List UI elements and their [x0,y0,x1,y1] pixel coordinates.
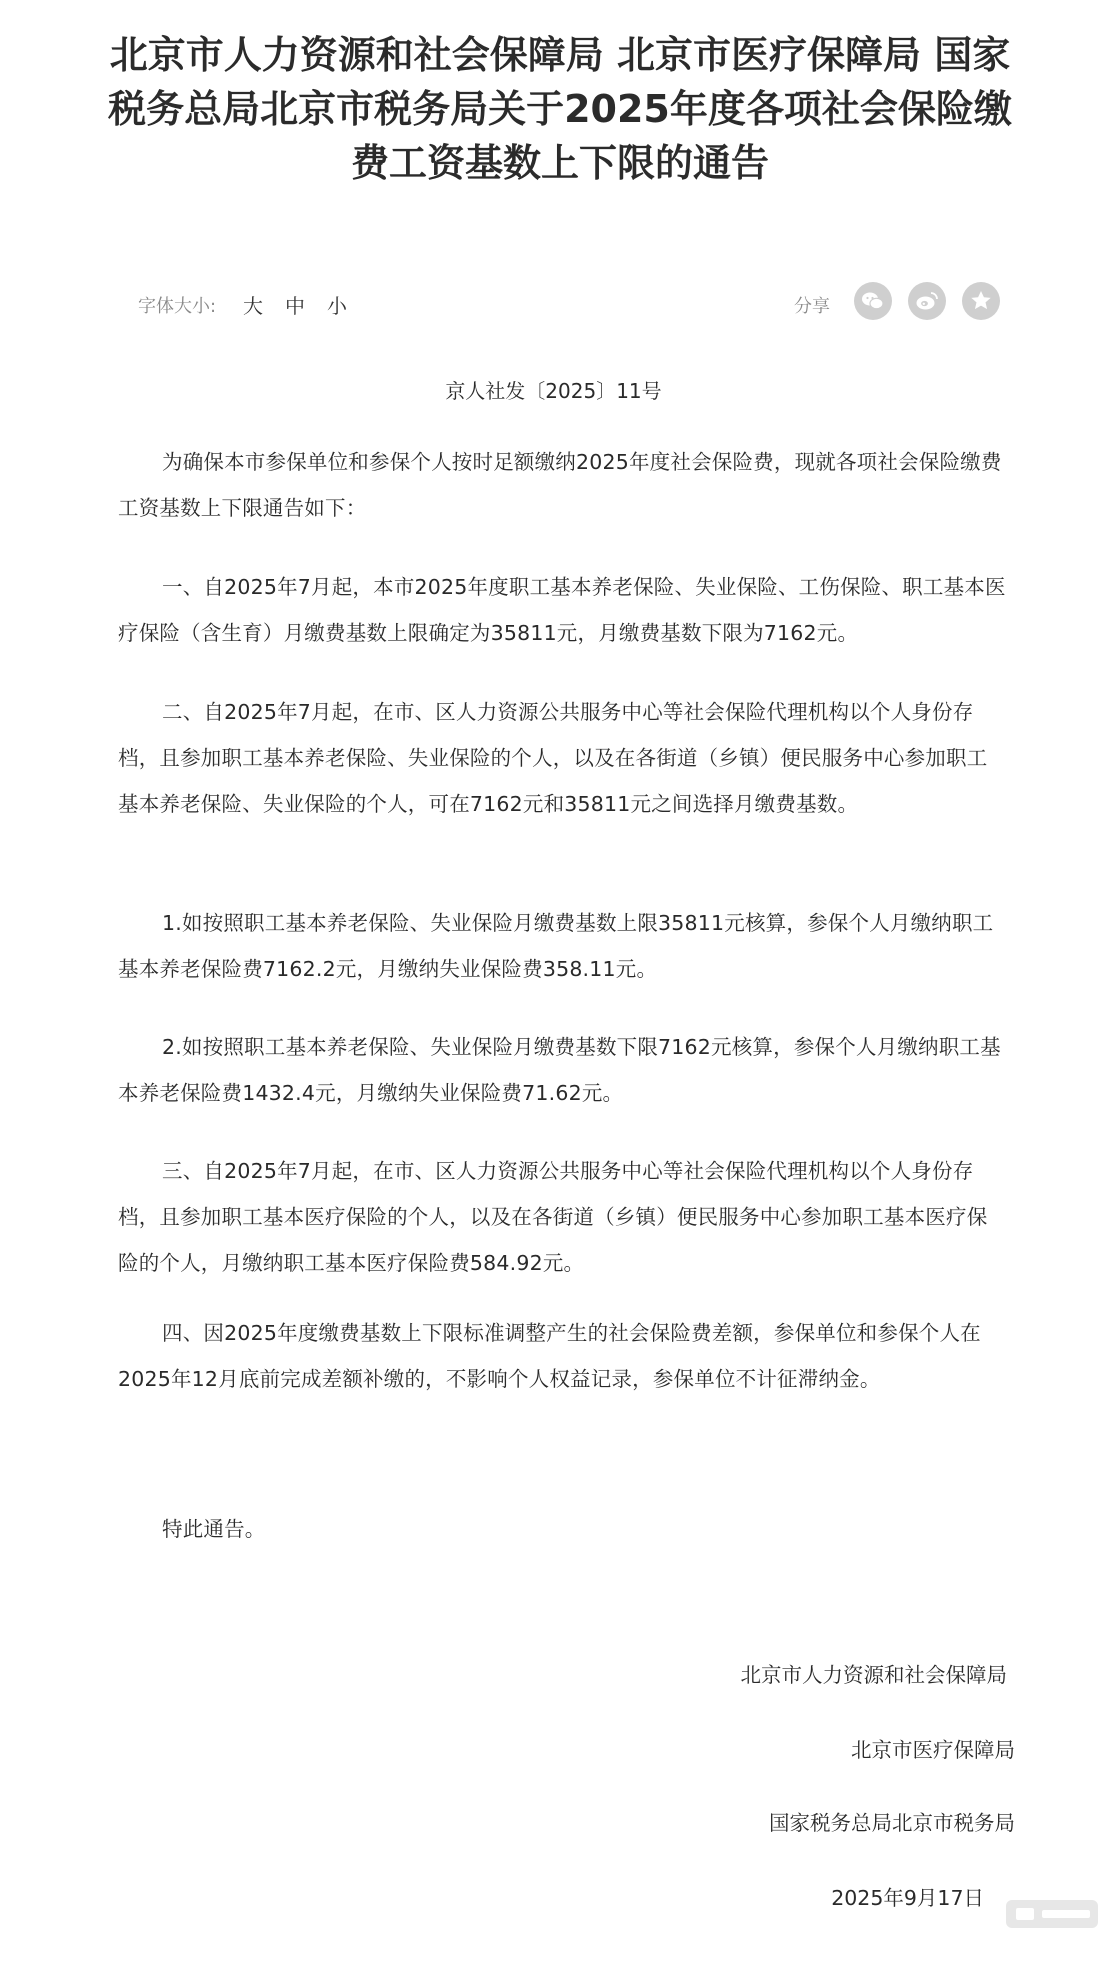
clause-one-paragraph: 一、自2025年7月起，本市2025年度职工基本养老保险、失业保险、工伤保险、职工基本医疗保险（含生育）月缴费基数上限确定为35811元，月缴费基数下限为7162元。 [118,575,1006,645]
issue-date: 2025年9月17日 [831,1886,984,1910]
font-size-medium-button[interactable]: 中 [285,294,305,318]
weibo-icon [908,282,946,320]
signature-hrss-bureau: 北京市人力资源和社会保障局 [740,1663,1007,1687]
clause-two-item-one-paragraph: 1.如按照职工基本养老保险、失业保险月缴费基数上限35811元核算，参保个人月缴纳职工基本养老保险费7162.2元，月缴纳失业保险费358.11元。 [118,911,994,981]
signature-tax-bureau: 国家税务总局北京市税务局 [769,1811,1015,1835]
share-weibo-button[interactable] [908,282,946,320]
share-label: 分享 [794,296,830,317]
share-wechat-button[interactable] [854,282,892,320]
document-number: 京人社发〔2025〕11号 [445,379,662,403]
font-size-small-button[interactable]: 小 [327,294,347,318]
article-toolbar [138,282,1018,322]
font-size-label: 字体大小: [138,296,217,317]
clause-two-paragraph: 二、自2025年7月起，在市、区人力资源公共服务中心等社会保险代理机构以个人身份存档，且参加职工基本养老保险、失业保险的个人，以及在各街道（乡镇）便民服务中心参加职工基本养老保险、失业保险的个人，可在7162元和35811元之间选择月缴费基数。 [118,700,988,816]
signature-medical-security-bureau: 北京市医疗保障局 [851,1738,1015,1762]
intro-paragraph: 为确保本市参保单位和参保个人按时足额缴纳2025年度社会保险费，现就各项社会保险缴费工资基数上下限通告如下： [118,450,1002,520]
wechat-icon [854,282,892,320]
share-favorite-button[interactable] [962,282,1000,320]
page-title: 北京市人力资源和社会保障局 北京市医疗保障局 国家税务总局北京市税务局关于2025年度各项社会保险缴费工资基数上下限的通告 [108,33,1012,185]
closing-paragraph: 特此通告。 [162,1517,266,1541]
clause-four-paragraph: 四、因2025年度缴费基数上下限标准调整产生的社会保险费差额，参保单位和参保个人在2025年12月底前完成差额补缴的，不影响个人权益记录，参保单位不计征滞纳金。 [118,1321,981,1391]
clause-three-paragraph: 三、自2025年7月起，在市、区人力资源公共服务中心等社会保险代理机构以个人身份存档，且参加职工基本医疗保险的个人，以及在各街道（乡镇）便民服务中心参加职工基本医疗保险的个人，月缴纳职工基本医疗保险费584.92元。 [118,1159,988,1275]
font-size-large-button[interactable]: 大 [243,294,263,318]
clause-two-item-two-paragraph: 2.如按照职工基本养老保险、失业保险月缴费基数下限7162元核算，参保个人月缴纳职工基本养老保险费1432.4元，月缴纳失业保险费71.62元。 [118,1035,1001,1105]
watermark-logo-icon [1002,1892,1102,1936]
star-icon [962,282,1000,320]
